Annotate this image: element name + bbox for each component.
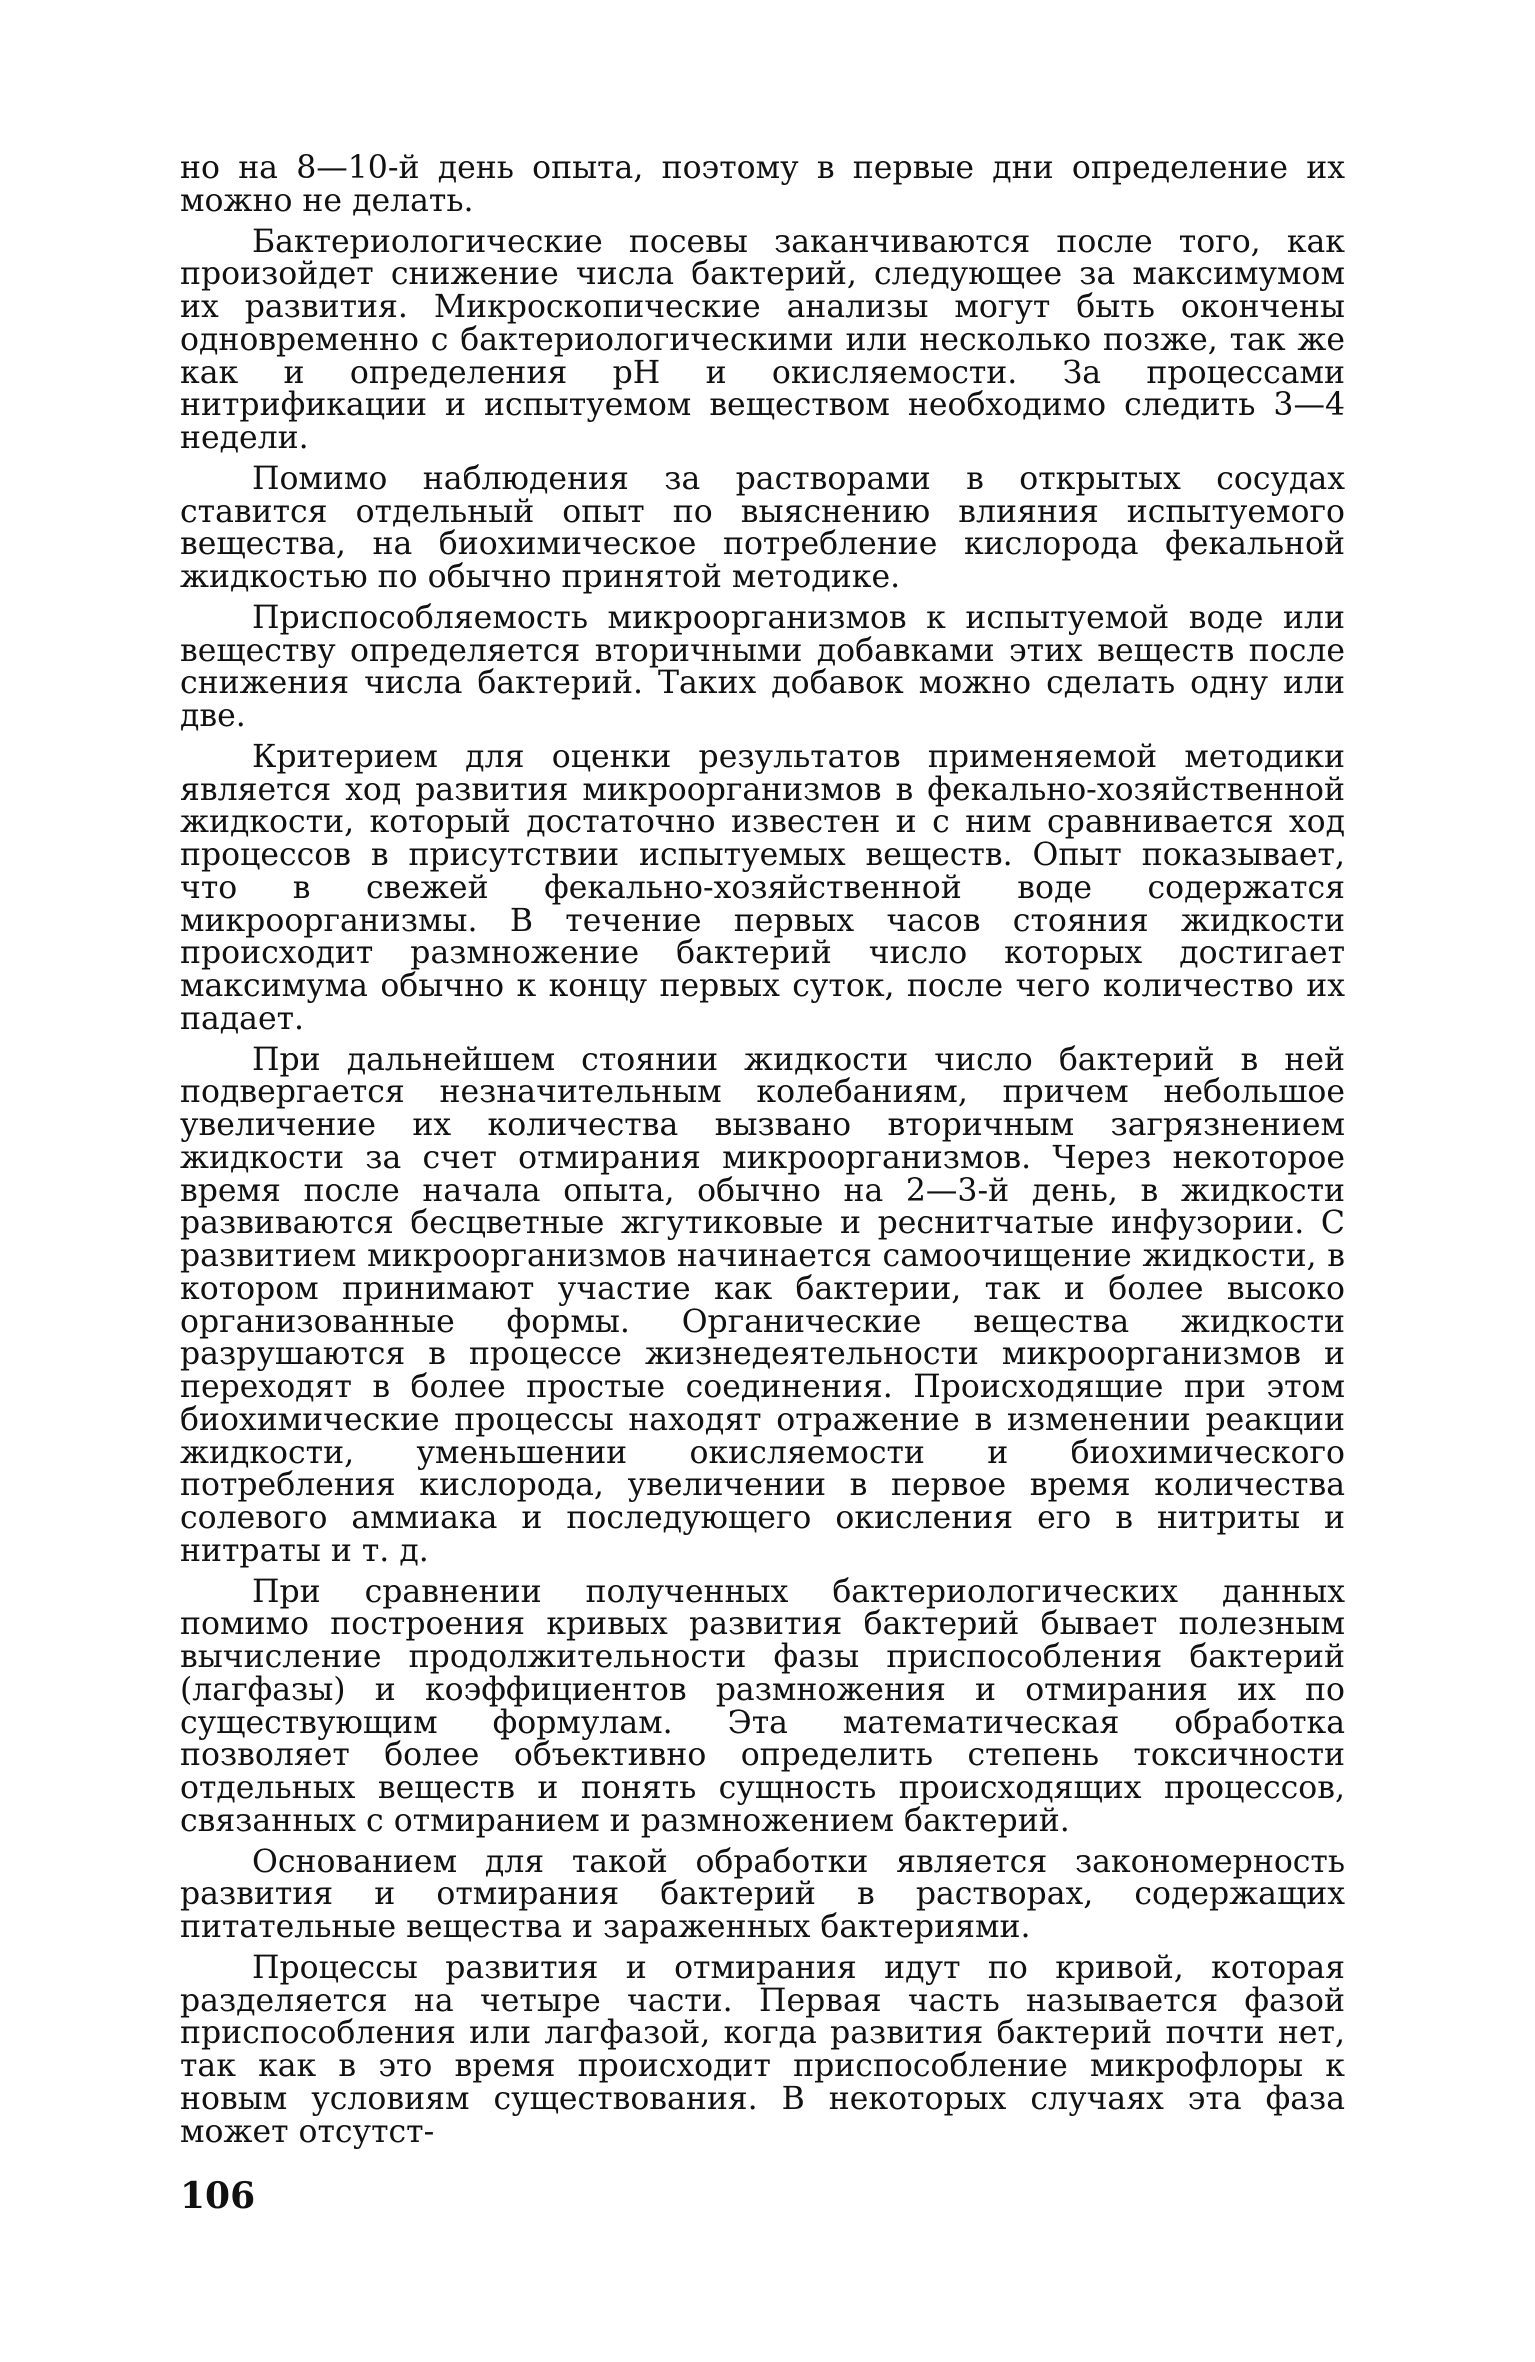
paragraph-5: Критерием для оценки результатов применяемой методики является ход развития микроорганизмов в фекально-хозяйственной жидкости, который достаточно известен и с ним сравнивается ход процессов в присутствии испытуемых веществ. Опыт показывает, что в свежей фекально-хозяйственной воде содержатся микроорганизмы. В течение первых часов стояния жидкости происходит размножение бактерий число которых достигает максимума обычно к концу первых суток, после чего количество их падает.: [180, 738, 1345, 1037]
paragraph-2: Бактериологические посевы заканчиваются после того, как произойдет снижение числа бактерий, следующее за максимумом их развития. Микроскопические анализы могут быть окончены одновременно с бактериологическими или несколько позже, так же как и определения pH и окисляемости. За процессами нитрификации и испытуемом веществом необходимо следить 3—4 недели.: [180, 223, 1345, 456]
paragraph-8: Основанием для такой обработки является закономерность развития и отмирания бактерий в растворах, содержащих питательные вещества и зараженных бактериями.: [180, 1843, 1345, 1945]
paragraph-6: При дальнейшем стоянии жидкости число бактерий в ней подвергается незначительным колебаниям, причем небольшое увеличение их количества вызвано вторичным загрязнением жидкости за счет отмирания микроорганизмов. Через некоторое время после начала опыта, обычно на 2—3-й день, в жидкости развиваются бесцветные жгутиковые и реснитчатые инфузории. С развитием микроорганизмов начинается самоочищение жидкости, в котором принимают участие как бактерии, так и более высоко организованные формы. Органические вещества жидкости разрушаются в процессе жизнедеятельности микроорганизмов и переходят в более простые соединения. Происходящие при этом биохимические процессы находят отражение в изменении реакции жидкости, уменьшении окисляемости и биохимического потребления кислорода, увеличении в первое время количества солевого аммиака и последующего окисления его в нитриты и нитраты и т. д.: [180, 1041, 1345, 1569]
paragraph-3: Помимо наблюдения за растворами в открытых сосудах ставится отдельный опыт по выяснению влияния испытуемого вещества, на биохимическое потребление кислорода фекальной жидкостью по обычно принятой методике.: [180, 460, 1345, 595]
paragraph-7: При сравнении полученных бактериологических данных помимо построения кривых развития бактерий бывает полезным вычисление продолжительности фазы приспособления бактерий (лагфазы) и коэффициентов размножения и отмирания их по существующим формулам. Эта математическая обработка позволяет более объективно определить степень токсичности отдельных веществ и понять сущность происходящих процессов, связанных с отмиранием и размножением бактерий.: [180, 1573, 1345, 1839]
paragraph-1: но на 8—10-й день опыта, поэтому в первые дни определение их можно не делать.: [180, 150, 1345, 219]
page-number: 106: [180, 2175, 256, 2217]
paragraph-4: Приспособляемость микроорганизмов к испытуемой воде или веществу определяется вторичными добавками этих веществ после снижения числа бактерий. Таких добавок можно сделать одну или две.: [180, 599, 1345, 734]
paragraph-9: Процессы развития и отмирания идут по кривой, которая разделяется на четыре части. Первая часть называется фазой приспособления или лагфазой, когда развития бактерий почти нет, так как в это время происходит приспособление микрофлоры к новым условиям существования. В некоторых случаях эта фаза может отсутст-: [180, 1949, 1345, 2150]
page-text: [180, 152, 1345, 2156]
